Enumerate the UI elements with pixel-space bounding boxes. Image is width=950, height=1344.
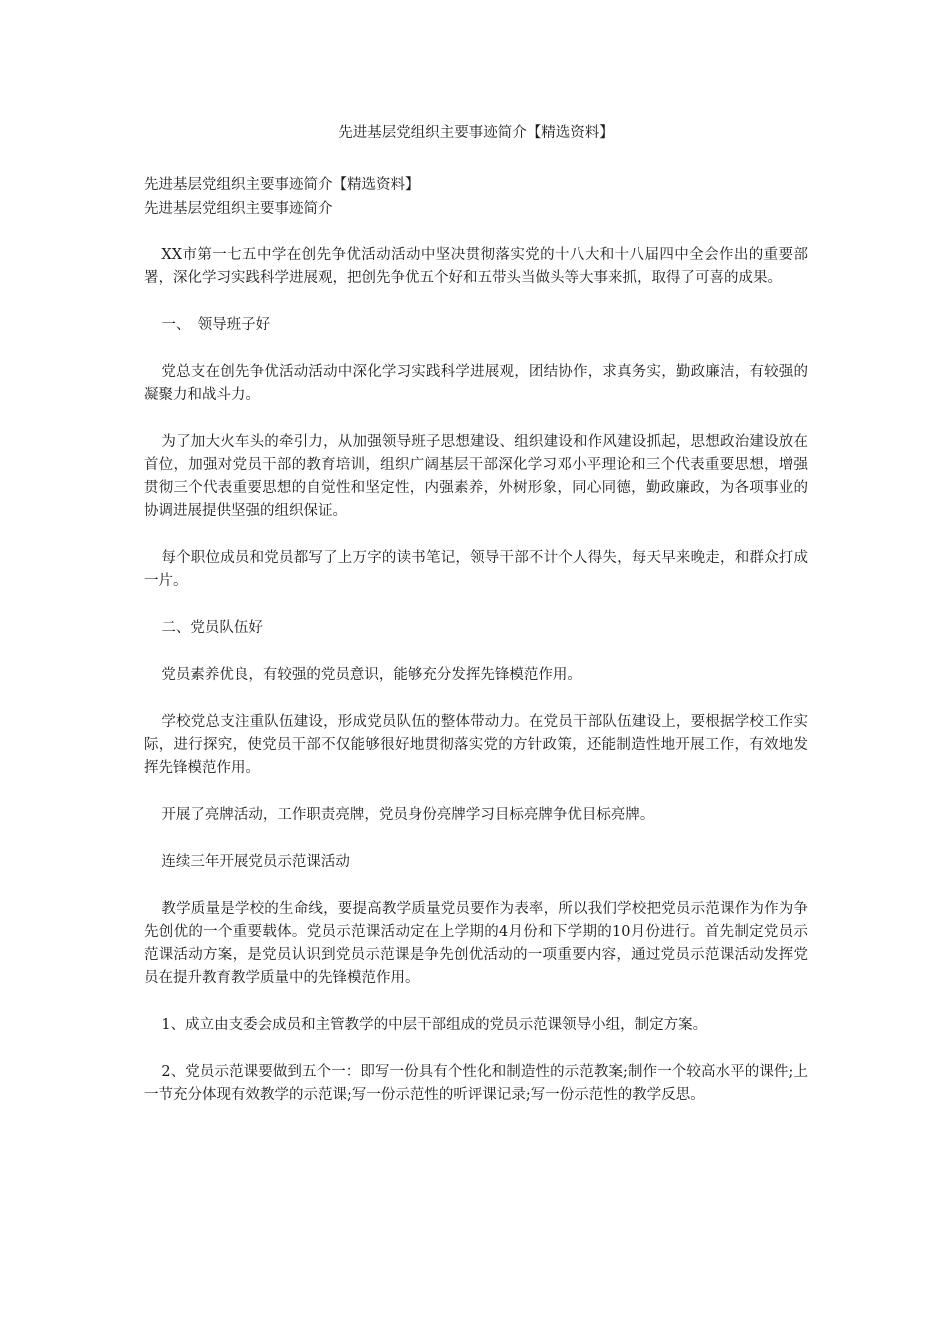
document-title: 先进基层党组织主要事迹简介【精选资料】	[338, 125, 614, 141]
paragraph: 党员素养优良，有较强的党员意识，能够充分发挥先锋模范作用。	[161, 667, 582, 683]
header-line-1: 先进基层党组织主要事迹简介【精选资料】	[144, 177, 420, 193]
section-heading-demo-lessons: 连续三年开展党员示范课活动	[161, 854, 350, 870]
paragraph: 学校党总支注重队伍建设，形成党员队伍的整体带动力。在党员干部队伍建设上，要根据学校工作实际，进行探究，使党员干部不仅能够很好地贯彻落实党的方针政策，还能制造性地开展工作，有效地发挥先锋模范作用。	[144, 714, 808, 776]
header-line-2: 先进基层党组织主要事迹简介	[144, 201, 333, 217]
paragraph: 每个职位成员和党员都写了上万字的读书笔记，领导干部不计个人得失，每天早来晚走，和群众打成一片。	[144, 550, 808, 589]
list-item-2: 2、党员示范课要做到五个一：即写一份具有个性化和制造性的示范教案;制作一个较高水平的课件;上一节充分体现有效教学的示范课;写一份示范性的听评课记录;写一份示范性的教学反思。	[144, 1064, 808, 1103]
document-content	[144, 122, 808, 1131]
section-heading-party-members: 二、党员队伍好	[161, 620, 263, 636]
paragraph-intro: XX市第一七五中学在创先争优活动活动中坚决贯彻落实党的十八大和十八届四中全会作出的重要部署，深化学习实践科学进展观，把创先争优五个好和五带头当做头等大事来抓，取得了可喜的成果。	[144, 247, 808, 286]
paragraph: 开展了亮牌活动，工作职责亮牌，党员身份亮牌学习目标亮牌争优目标亮牌。	[161, 807, 655, 823]
paragraph: 党总支在创先争优活动活动中深化学习实践科学进展观，团结协作，求真务实，勤政廉洁，有较强的凝聚力和战斗力。	[144, 364, 808, 403]
paragraph: 教学质量是学校的生命线，要提高教学质量党员要作为表率，所以我们学校把党员示范课作为作为争先创优的一个重要载体。党员示范课活动定在上学期的4月份和下学期的10月份进行。首先制定党员示范课活动方案，是党员认识到党员示范课是争先创优活动的一项重要内容，通过党员示范课活动发挥党员在提升教育教学质量中的先锋模范作用。	[144, 901, 808, 986]
paragraph: 为了加大火车头的牵引力，从加强领导班子思想建设、组织建设和作风建设抓起，思想政治建设放在首位，加强对党员干部的教育培训，组织广阔基层干部深化学习邓小平理论和三个代表重要思想，增强贯彻三个代表重要思想的自觉性和坚定性，内强素养，外树形象，同心同德，勤政廉政，为各项事业的协调进展提供坚强的组织保证。	[144, 434, 808, 519]
section-heading-leadership: 一、 领导班子好	[161, 317, 271, 333]
list-item-1: 1、成立由支委会成员和主管教学的中层干部组成的党员示范课领导小组，制定方案。	[161, 1017, 708, 1033]
document-header-block	[144, 173, 808, 221]
